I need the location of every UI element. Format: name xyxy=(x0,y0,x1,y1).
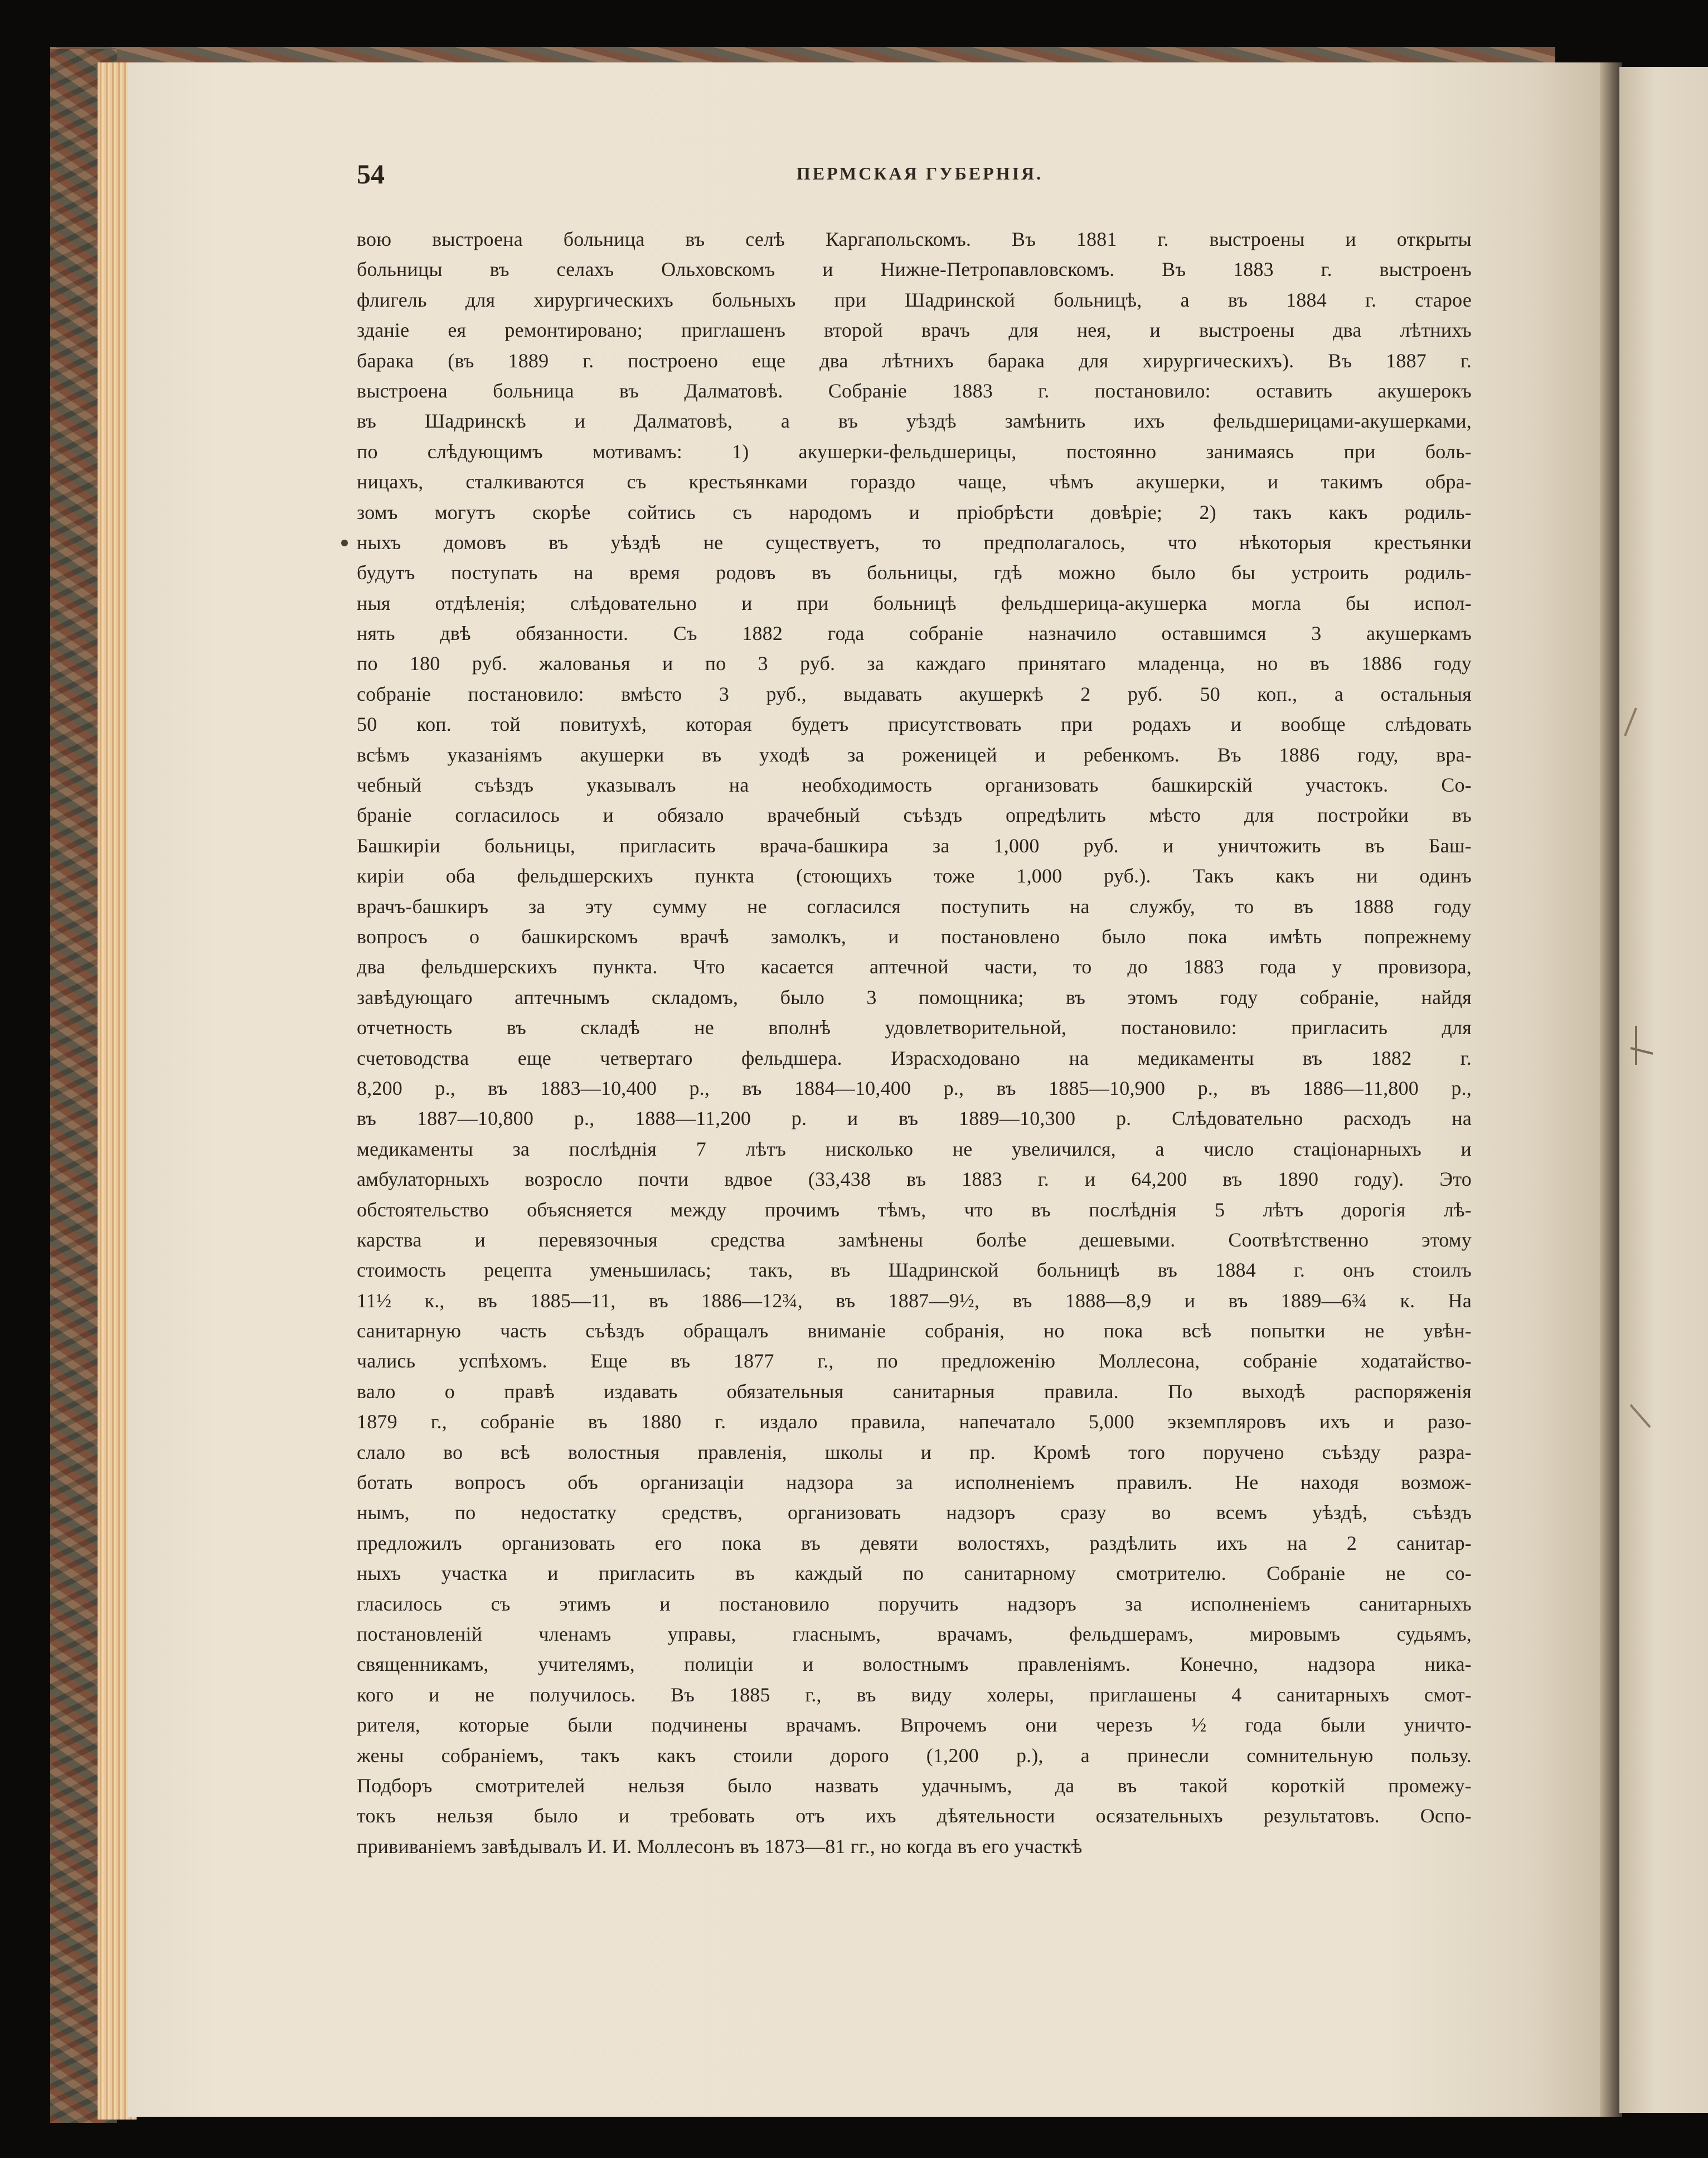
text-line: нымъ, по недостатку средствъ, организовать надзоръ сразу во всемъ уѣздѣ, съѣздъ xyxy=(357,1501,1472,1524)
text-line: чались успѣхомъ. Еще въ 1877 г., по предложенію Моллесона, собраніе ходатайство- xyxy=(357,1350,1472,1373)
text-line: ныхъ участка и пригласить въ каждый по санитарному смотрителю. Собраніе не со- xyxy=(357,1562,1472,1585)
text-line: нять двѣ обязанности. Съ 1882 года собраніе назначило оставшимся 3 акушеркамъ xyxy=(357,622,1472,645)
text-line: вало о правѣ издавать обязательныя санитарныя правила. По выходѣ распоряженія xyxy=(357,1380,1472,1403)
text-line: Подборъ смотрителей нельзя было назвать удачнымъ, да въ такой короткій промежу- xyxy=(357,1774,1472,1797)
page-header xyxy=(357,158,1483,197)
text-line: больницы въ селахъ Ольховскомъ и Нижне-Петропавловскомъ. Въ 1883 г. выстроенъ xyxy=(357,258,1472,281)
text-line: врачъ-башкиръ за эту сумму не согласился поступить на службу, то въ 1888 году xyxy=(357,895,1472,918)
text-line: кого и не получилось. Въ 1885 г., въ виду холеры, приглашены 4 санитарныхъ смот- xyxy=(357,1683,1472,1706)
text-line: токъ нельзя было и требовать отъ ихъ дѣятельности осязательныхъ результатовъ. Оспо- xyxy=(357,1805,1472,1827)
text-line: чебный съѣздъ указывалъ на необходимость организовать башкирскій участокъ. Со- xyxy=(357,774,1472,797)
facing-page-marks xyxy=(1619,67,1708,2113)
text-line: въ 1887—10,800 р., 1888—11,200 р. и въ 1889—10,300 р. Слѣдовательно расходъ на xyxy=(357,1107,1472,1130)
text-line: постановленій членамъ управы, гласнымъ, врачамъ, фельдшерамъ, мировымъ судьямъ, xyxy=(357,1622,1472,1645)
text-line: 50 коп. той повитухѣ, которая будетъ присутствовать при родахъ и вообще слѣдовать xyxy=(357,713,1472,736)
running-head: ПЕРМСКАЯ ГУБЕРНІЯ. xyxy=(796,163,1044,183)
text-line: гласилось съ этимъ и постановило поручить надзоръ за исполненіемъ санитарныхъ xyxy=(357,1592,1472,1615)
text-line: Башкиріи больницы, пригласить врача-башкира за 1,000 руб. и уничтожить въ Баш- xyxy=(357,834,1472,857)
text-line: жены собраніемъ, такъ какъ стоили дорого (1,200 р.), а принесли сомнительную пользу. xyxy=(357,1744,1472,1767)
text-line: въ Шадринскѣ и Далматовѣ, а въ уѣздѣ замѣнить ихъ фельдшерицами-акушерками, xyxy=(357,410,1472,433)
margin-mark xyxy=(341,540,348,546)
text-line: зомъ могутъ скорѣе сойтись съ народомъ и пріобрѣсти довѣріе; 2) такъ какъ родиль- xyxy=(357,501,1472,523)
text-line: рителя, которые были подчинены врачамъ. Впрочемъ они черезъ ½ года были уничто- xyxy=(357,1714,1472,1737)
text-line: ботать вопросъ объ организаціи надзора за исполненіемъ правилъ. Не находя возмож- xyxy=(357,1471,1472,1494)
text-line: медикаменты за послѣднія 7 лѣтъ нисколько не увеличился, а число стаціонарныхъ и xyxy=(357,1137,1472,1160)
text-line: карства и перевязочныя средства замѣнены болѣе дешевыми. Соотвѣтственно этому xyxy=(357,1228,1472,1251)
text-line: флигель для хирургическихъ больныхъ при Шадринской больницѣ, а въ 1884 г. старое xyxy=(357,288,1472,311)
text-line: 8,200 р., въ 1883—10,400 р., въ 1884—10,400 р., въ 1885—10,900 р., въ 1886—11,800 р., xyxy=(357,1076,1472,1099)
text-line: ницахъ, сталкиваются съ крестьянками гораздо чаще, чѣмъ акушерки, и такимъ обра- xyxy=(357,471,1472,493)
text-line: санитарную часть съѣздъ обращалъ вниманіе собранія, но пока всѣ попытки не увѣн- xyxy=(357,1320,1472,1342)
book-gutter xyxy=(1600,62,1622,2117)
text-line: 1879 г., собраніе въ 1880 г. издало правила, напечатало 5,000 экземпляровъ ихъ и разо- xyxy=(357,1410,1472,1433)
text-line: завѣдующаго аптечнымъ складомъ, было 3 помощника; въ этомъ году собраніе, найдя xyxy=(357,986,1472,1008)
text-line: ныхъ домовъ въ уѣздѣ не существуетъ, то предполагалось, что нѣкоторыя крестьянки xyxy=(357,531,1472,554)
text-line: вою выстроена больница въ селѣ Каргапольскомъ. Въ 1881 г. выстроены и открыты xyxy=(357,228,1472,250)
text-line: выстроена больница въ Далматовѣ. Собраніе 1883 г. постановило: оставить акушерокъ xyxy=(357,379,1472,402)
text-line: браніе согласилось и обязало врачебный съѣздъ опредѣлить мѣсто для постройки въ xyxy=(357,804,1472,827)
text-line: счетоводства еще четвертаго фельдшера. Израсходовано на медикаменты въ 1882 г. xyxy=(357,1046,1472,1069)
text-line: зданіе ея ремонтировано; приглашенъ второй врачъ для нея, и выстроены два лѣтнихъ xyxy=(357,319,1472,342)
text-line: слало во всѣ волостныя правленія, школы и пр. Кромѣ того поручено съѣзду разра- xyxy=(357,1441,1472,1463)
text-line: по 180 руб. жалованья и по 3 руб. за каждаго принятаго младенца, но въ 1886 году xyxy=(357,652,1472,675)
text-line: барака (въ 1889 г. построено еще два лѣтнихъ барака для хирургическихъ). Въ 1887 г. xyxy=(357,349,1472,372)
text-line: священникамъ, учителямъ, полиціи и волостнымъ правленіямъ. Конечно, надзора ника- xyxy=(357,1653,1472,1676)
text-line: амбулаторныхъ возросло почти вдвое (33,438 въ 1883 г. и 64,200 въ 1890 году). Это xyxy=(357,1168,1472,1191)
text-line: вопросъ о башкирскомъ врачѣ замолкъ, и постановлено было пока имѣть попрежнему xyxy=(357,925,1472,948)
text-line: два фельдшерскихъ пункта. Что касается аптечной части, то до 1883 года у провизора, xyxy=(357,956,1472,978)
text-line: будутъ поступать на время родовъ въ больницы, гдѣ можно было бы устроить родиль- xyxy=(357,561,1472,584)
text-line: предложилъ организовать его пока въ девяти волостяхъ, раздѣлить ихъ на 2 санитар- xyxy=(357,1531,1472,1554)
text-line: стоимость рецепта уменьшилась; такъ, въ Шадринской больницѣ въ 1884 г. онъ стоилъ xyxy=(357,1259,1472,1282)
text-line: отчетность въ складѣ не вполнѣ удовлетворительной, постановило: пригласить для xyxy=(357,1016,1472,1039)
text-line: прививаніемъ завѣдывалъ И. И. Моллесонъ въ 1873—81 гг., но когда въ его участкѣ xyxy=(357,1835,1083,1858)
text-line: обстоятельство объясняется между прочимъ тѣмъ, что въ послѣднія 5 лѣтъ дорогія лѣ- xyxy=(357,1198,1472,1221)
text-line: по слѣдующимъ мотивамъ: 1) акушерки-фельдшерицы, постоянно занимаясь при боль- xyxy=(357,440,1472,463)
text-line: ныя отдѣленія; слѣдовательно и при больницѣ фельдшерица-акушерка могла бы испол- xyxy=(357,591,1472,614)
text-line: всѣмъ указаніямъ акушерки въ уходѣ за роженицей и ребенкомъ. Въ 1886 году, вра- xyxy=(357,743,1472,766)
page-number: 54 xyxy=(357,158,385,190)
text-line: 11½ к., въ 1885—11, въ 1886—12¾, въ 1887—9½, въ 1888—8,9 и въ 1889—6¾ к. На xyxy=(357,1289,1472,1312)
body-text xyxy=(357,224,1472,1861)
text-line: собраніе постановило: вмѣсто 3 руб., выдавать акушеркѣ 2 руб. 50 коп., а остальныя xyxy=(357,682,1472,705)
text-line: киріи оба фельдшерскихъ пункта (стоющихъ тоже 1,000 руб.). Такъ какъ ни одинъ xyxy=(357,865,1472,888)
